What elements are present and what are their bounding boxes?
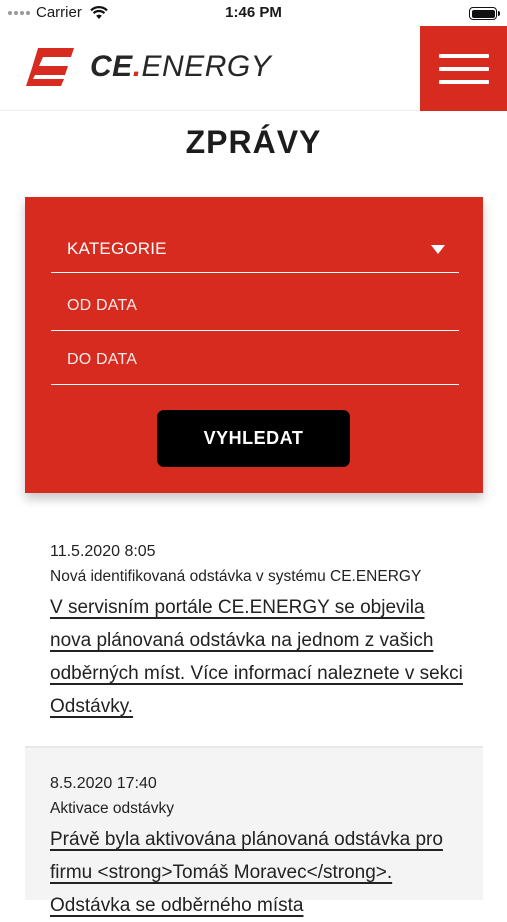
logo-text: CE.ENERGY — [90, 50, 272, 83]
hamburger-line — [439, 80, 489, 84]
news-date: 8.5.2020 17:40 — [50, 775, 157, 792]
news-link[interactable]: V servisním portále CE.ENERGY se objevila nova plánovaná odstávka na jednom z vašich odběrných míst. Více informací naleznete v sekci Odstávky. — [50, 597, 463, 717]
category-label: KATEGORIE — [67, 239, 167, 258]
app-header — [0, 26, 507, 111]
page-title: ZPRÁVY — [185, 124, 322, 160]
to-date-placeholder: DO DATA — [67, 351, 138, 368]
news-category: Aktivace odstávky — [50, 800, 175, 817]
hamburger-line — [439, 67, 489, 71]
news-item — [25, 528, 483, 746]
logo-mark-icon — [26, 46, 76, 88]
news-category: Nová identifikovaná odstávka v systému CE.ENERGY — [50, 568, 422, 585]
hamburger-menu-button[interactable] — [420, 26, 507, 111]
category-select[interactable] — [51, 231, 459, 273]
clock: 1:46 PM — [225, 4, 282, 21]
chevron-down-icon — [431, 245, 445, 254]
logo[interactable] — [26, 46, 271, 88]
news-item — [25, 748, 483, 916]
hamburger-line — [439, 54, 489, 58]
battery-icon — [469, 7, 497, 20]
status-bar — [0, 0, 507, 26]
from-date-placeholder: OD DATA — [67, 297, 138, 314]
to-date-field[interactable] — [51, 343, 459, 385]
filter-panel — [25, 197, 483, 493]
news-date: 11.5.2020 8:05 — [50, 543, 156, 560]
search-button[interactable]: VYHLEDAT — [157, 410, 350, 467]
news-link[interactable]: Právě byla aktivována plánovaná odstávka pro firmu <strong>Tomáš Moravec</strong>. Odstávka se odběrného místa — [50, 829, 443, 916]
carrier-label: Carrier — [36, 4, 82, 21]
from-date-field[interactable] — [51, 289, 459, 331]
